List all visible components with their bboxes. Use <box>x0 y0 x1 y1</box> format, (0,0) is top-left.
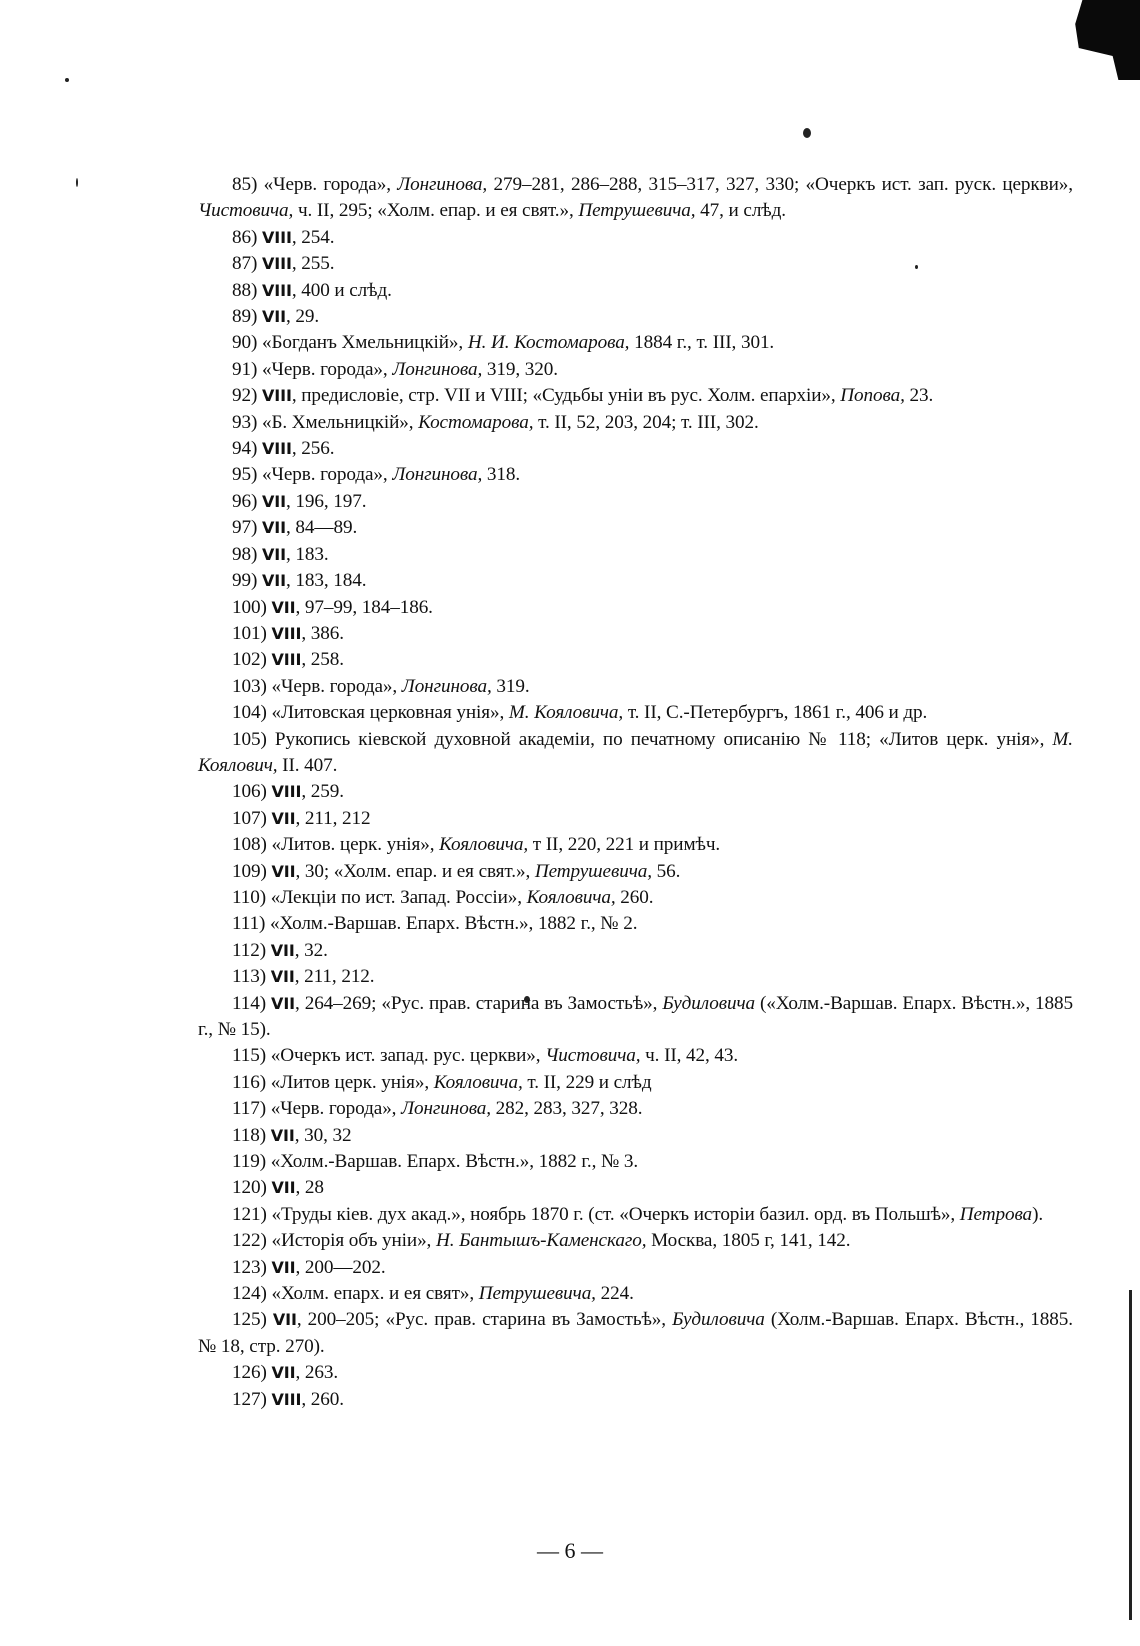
author-name: Н. И. Костомарова, <box>467 332 630 354</box>
citation-text: 279–281, 286–288, 315–317, 327, 330; «Очеркъ ист. зап. руск. церкви», <box>487 174 1073 195</box>
volume-number: VIII <box>271 1389 302 1409</box>
footnote-number: 114) <box>232 992 272 1014</box>
citation-text: , предисловіе, стр. VII и VIII; «Судьбы уніи въ рус. Холм. епархіи», <box>291 385 841 407</box>
footnote-number: 123) <box>232 1256 272 1278</box>
footnote-number: 125) <box>232 1309 273 1331</box>
citation-text: , 30; «Холм. епар. и ея свят.», <box>295 860 535 882</box>
citation-text: ч. II, 295; «Холм. епар. и ея свят.», <box>293 200 579 222</box>
footnote-number: 113) <box>232 966 271 988</box>
footnote-entry <box>198 568 1073 594</box>
page-number: — 6 — <box>537 1538 603 1563</box>
volume-number: VII <box>271 1363 296 1383</box>
volume-number: VII <box>271 861 296 881</box>
footnote-number: 110) <box>232 886 271 908</box>
volume-number: VIII <box>271 623 302 643</box>
footnote-number: 108) <box>232 834 272 856</box>
author-name: Кояловича, <box>526 886 616 908</box>
author-name: Н. Бантышъ-Каменскаго, <box>435 1230 647 1252</box>
footnote-number: 103) <box>232 675 272 697</box>
citation-text: «Исторія объ уніи», <box>271 1230 436 1252</box>
volume-number: VII <box>270 1125 295 1145</box>
volume-number: VII <box>272 1310 297 1330</box>
footnote-number: 93) <box>232 411 262 433</box>
citation-text: т. II, С.-Петербургъ, 1861 г., 406 и др. <box>623 702 928 724</box>
footnote-entry <box>198 885 1073 911</box>
footnote-entry <box>198 700 1073 726</box>
footnote-entry <box>198 278 1073 304</box>
footnote-number: 117) <box>232 1098 271 1120</box>
citation-text: , 263. <box>295 1362 339 1384</box>
citation-text: 260. <box>615 886 654 908</box>
citation-text: , 400 и слѣд. <box>291 279 392 301</box>
citation-text: , 32. <box>294 939 328 961</box>
volume-number: VII <box>261 518 286 538</box>
footnote-entry <box>198 911 1073 937</box>
volume-number: VII <box>270 940 295 960</box>
citation-text: т. II, 52, 203, 204; т. III, 302. <box>533 411 759 433</box>
footnote-entry <box>198 225 1073 251</box>
citation-text: , 183, 184. <box>285 570 367 592</box>
citation-text: , 30, 32 <box>294 1124 352 1146</box>
footnote-number: 98) <box>232 543 262 565</box>
page-edge-line <box>1129 1290 1132 1620</box>
footnote-number: 99) <box>232 570 262 592</box>
citation-text: «Литов церк. унія», <box>270 1071 434 1093</box>
footnote-entry <box>198 1043 1073 1069</box>
citation-text: Москва, 1805 г, 141, 142. <box>646 1230 851 1252</box>
footnote-number: 97) <box>232 517 262 539</box>
footnote-entry <box>198 1255 1073 1281</box>
ink-blot-corner <box>1068 0 1140 80</box>
citation-text: 224. <box>595 1283 634 1305</box>
volume-number: VIII <box>271 782 302 802</box>
author-name: Будиловича <box>662 992 756 1014</box>
footnote-number: 87) <box>232 253 262 275</box>
author-name: Петрова <box>959 1203 1033 1225</box>
footnotes-list <box>198 172 1073 1413</box>
citation-text: , 28 <box>295 1177 324 1199</box>
footnote-number: 112) <box>232 939 271 961</box>
author-name: М. Коялович, <box>198 728 1074 776</box>
citation-text: «Литовская церковная унія», <box>271 702 509 724</box>
footnote-entry <box>198 832 1073 858</box>
footnote-entry <box>198 779 1073 805</box>
volume-number: VII <box>271 808 296 828</box>
author-name: Лонгинова, <box>397 174 488 195</box>
footnote-entry <box>198 1123 1073 1149</box>
citation-text: , 211, 212 <box>295 807 371 829</box>
citation-text: , 84—89. <box>285 517 358 539</box>
citation-text: «Черв. города», <box>270 1098 402 1120</box>
author-name: Кояловича, <box>439 834 529 856</box>
citation-text: т. II, 229 и слѣд <box>522 1071 652 1093</box>
footnote-entry <box>198 1175 1073 1201</box>
footnote-entry <box>198 436 1073 462</box>
footnote-number: 102) <box>232 649 272 671</box>
footnote-number: 124) <box>232 1283 272 1305</box>
footnote-entry <box>198 859 1073 885</box>
speck <box>76 178 78 187</box>
citation-text: , 200—202. <box>295 1256 386 1278</box>
footnote-entry <box>198 515 1073 541</box>
footnote-entry <box>198 991 1073 1044</box>
footnote-number: 116) <box>232 1071 271 1093</box>
footnote-entry <box>198 489 1073 515</box>
citation-text: , 264–269; «Рус. прав. старина въ Замостьѣ», <box>295 992 663 1014</box>
footnote-entry <box>198 1360 1073 1386</box>
footnote-entry <box>198 806 1073 832</box>
footnote-entry <box>198 647 1073 673</box>
footnote-entry <box>198 1202 1073 1228</box>
footnote-number: 109) <box>232 860 272 882</box>
footnote-entry <box>198 462 1073 488</box>
footnote-number: 107) <box>232 807 272 829</box>
footnote-number: 111) <box>232 913 271 935</box>
citation-text: «Литов. церк. унія», <box>271 834 440 856</box>
footnote-number: 88) <box>232 279 262 301</box>
citation-text: «Холм.-Варшав. Епарх. Вѣстн.», 1882 г., № 3. <box>270 1151 639 1173</box>
citation-text: «Черв. города», <box>263 174 398 195</box>
author-name: Петрушевича, <box>534 860 652 882</box>
footnote-entry <box>198 964 1073 990</box>
citation-text: 1884 г., т. III, 301. <box>629 332 775 354</box>
citation-text: «Лекціи по ист. Запад. Россіи», <box>270 886 527 908</box>
speck <box>803 128 811 138</box>
citation-text: , 386. <box>301 622 344 644</box>
footnote-number: 95) <box>232 464 262 486</box>
volume-number: VIII <box>261 280 292 300</box>
footnote-number: 92) <box>232 385 262 407</box>
citation-text: Рукопись кіевской духовной академіи, по печатному описанію № 118; «Литов церк. унія», <box>274 728 1053 750</box>
citation-text: 47, и слѣд. <box>695 200 786 222</box>
author-name: Лонгинова, <box>401 675 492 697</box>
volume-number: VII <box>261 491 286 511</box>
volume-number: VII <box>261 571 286 591</box>
footnote-entry <box>198 1307 1073 1360</box>
citation-text: , 196, 197. <box>285 490 367 512</box>
author-name: Чистовича, <box>545 1045 641 1067</box>
footnote-entry <box>198 674 1073 700</box>
footnote-entry <box>198 1281 1073 1307</box>
footnote-number: 115) <box>232 1045 271 1067</box>
volume-number: VIII <box>261 439 292 459</box>
citation-text: 282, 283, 327, 328. <box>490 1098 643 1120</box>
citation-text: , 211, 212. <box>294 966 375 988</box>
citation-text: ). <box>1032 1203 1044 1225</box>
volume-number: VII <box>271 1257 296 1277</box>
citation-text: «Черв. города», <box>271 675 402 697</box>
author-name: Лонгинова, <box>392 358 483 380</box>
footnote-number: 126) <box>232 1362 272 1384</box>
footnote-number: 101) <box>232 622 272 644</box>
footnote-number: 127) <box>232 1388 272 1410</box>
author-name: М. Кояловича, <box>508 702 624 724</box>
volume-number: VII <box>271 1178 296 1198</box>
author-name: Попова, <box>840 385 905 407</box>
footnote-entry <box>198 251 1073 277</box>
volume-number: VII <box>261 307 286 327</box>
footnote-number: 86) <box>232 226 262 248</box>
footnote-entry <box>198 595 1073 621</box>
author-name: Петрушевича, <box>478 1283 596 1305</box>
volume-number: VIII <box>271 650 302 670</box>
footnote-entry <box>198 938 1073 964</box>
footnote-number: 94) <box>232 438 262 460</box>
footnote-number: 104) <box>232 702 272 724</box>
footnote-entry <box>198 542 1073 568</box>
author-name: Лонгинова, <box>392 464 483 486</box>
footnote-entry <box>198 1228 1073 1254</box>
citation-text: , 183. <box>285 543 329 565</box>
author-name: Лонгинова, <box>401 1098 491 1120</box>
footnote-entry <box>198 1096 1073 1122</box>
footnote-entry <box>198 1387 1073 1413</box>
footnote-number: 119) <box>232 1151 271 1173</box>
citation-text: , 29. <box>285 306 320 328</box>
citation-text: т II, 220, 221 и примѣч. <box>528 834 721 856</box>
citation-text: , 254. <box>291 226 335 248</box>
citation-text: , 255. <box>291 253 335 275</box>
footnote-number: 105) <box>232 728 275 750</box>
footnote-entry <box>198 172 1073 225</box>
footnote-entry <box>198 1149 1073 1175</box>
citation-text: 319, 320. <box>482 358 558 380</box>
footnote-number: 96) <box>232 490 262 512</box>
citation-text: , 200–205; «Рус. прав. старина въ Замостьѣ», <box>296 1309 673 1331</box>
citation-text: , 97–99, 184–186. <box>295 596 433 618</box>
citation-text: «Труды кіев. дух акад.», ноябрь 1870 г. (ст. «Очеркъ исторіи базил. орд. въ Польшѣ», <box>271 1203 960 1225</box>
citation-text: «Черв. города», <box>261 464 393 486</box>
footnote-entry <box>198 410 1073 436</box>
footnote-entry <box>198 383 1073 409</box>
volume-number: VII <box>270 967 295 987</box>
citation-text: «Холм. епарх. и ея свят», <box>271 1283 479 1305</box>
citation-text: «Холм.-Варшав. Епарх. Вѣстн.», 1882 г., № 2. <box>270 913 638 935</box>
footnote-number: 106) <box>232 781 272 803</box>
footnote-entry <box>198 621 1073 647</box>
citation-text: , 259. <box>301 781 344 803</box>
footnote-number: 91) <box>232 358 262 380</box>
citation-text: «Черв. города», <box>261 358 393 380</box>
author-name: Кояловича, <box>433 1071 523 1093</box>
volume-number: VII <box>271 597 296 617</box>
citation-text: , 258. <box>301 649 344 671</box>
volume-number: VIII <box>261 254 292 274</box>
citation-text: («Холм.-Варшав. Епарх. Вѣстн.», 1885 г., № 15). <box>198 992 1073 1040</box>
footnote-number: 118) <box>232 1124 271 1146</box>
volume-number: VII <box>271 993 296 1013</box>
volume-number: VII <box>261 544 286 564</box>
footnote-number: 120) <box>232 1177 272 1199</box>
speck <box>65 78 69 82</box>
footnote-entry <box>198 1070 1073 1096</box>
citation-text: II. 407. <box>277 754 338 776</box>
footnote-entry <box>198 357 1073 383</box>
author-name: Будиловича <box>672 1309 765 1331</box>
footnote-entry <box>198 330 1073 356</box>
footnote-number: 122) <box>232 1230 272 1252</box>
author-name: Чистовича, <box>198 200 294 222</box>
footnote-number: 90) <box>232 332 262 354</box>
author-name: Петрушевича, <box>578 200 696 222</box>
volume-number: VIII <box>261 386 292 406</box>
author-name: Костомарова, <box>418 411 534 433</box>
citation-text: ч. II, 42, 43. <box>640 1045 739 1067</box>
citation-text: «Очеркъ ист. запад. рус. церкви», <box>270 1045 546 1067</box>
footnote-number: 100) <box>232 596 272 618</box>
citation-text: (Холм.-Варшав. Епарх. Вѣстн., 1885. № 18, стр. 270). <box>198 1309 1073 1357</box>
citation-text: «Богданъ Хмельницкій», <box>261 332 468 354</box>
citation-text: , 260. <box>301 1388 344 1410</box>
footnote-entry <box>198 304 1073 330</box>
citation-text: , 256. <box>291 438 335 460</box>
citation-text: 56. <box>651 860 681 882</box>
volume-number: VIII <box>261 227 292 247</box>
citation-text: «Б. Хмельницкій», <box>261 411 419 433</box>
footnote-number: 89) <box>232 306 262 328</box>
citation-text: 23. <box>904 385 934 407</box>
footnote-entry <box>198 727 1073 780</box>
citation-text: 318. <box>482 464 521 486</box>
citation-text: 319. <box>491 675 530 697</box>
footnote-number: 121) <box>232 1203 272 1225</box>
footnote-number: 85) <box>232 174 264 195</box>
